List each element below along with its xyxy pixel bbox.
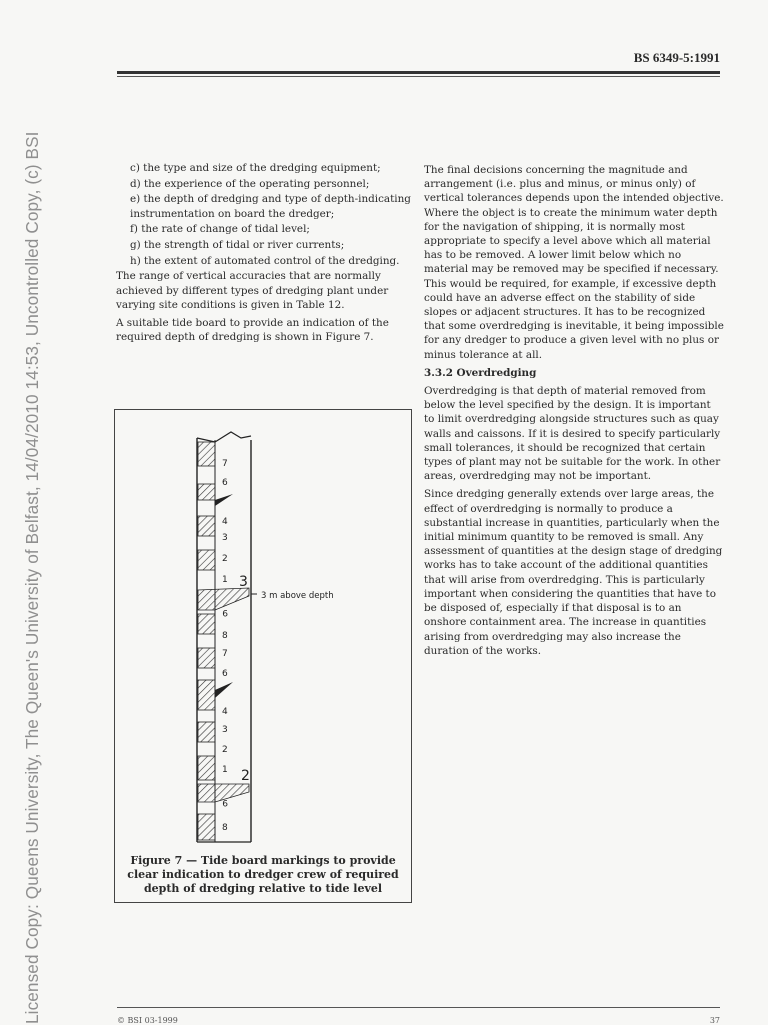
annotation-3m: 3 m above depth	[261, 591, 334, 601]
tide-board-diagram	[115, 410, 411, 850]
board-top-break	[197, 432, 251, 442]
list-item: c) the type and size of the dredging equipment;	[130, 162, 381, 174]
digit-label: 4	[222, 517, 228, 527]
header-rule-thin	[117, 76, 720, 77]
footer-copyright: © BSI 03-1999	[117, 1016, 178, 1025]
list-item: g) the strength of tidal or river currents;	[130, 239, 345, 252]
digit-label: 3	[222, 533, 228, 543]
digit-label: 2	[222, 745, 228, 755]
list-item: e) the depth of dredging and type of depth-indicating instrumentation on board the dredger;	[130, 193, 411, 220]
digit-label: 1	[222, 575, 228, 585]
list-item: h) the extent of automated control of the dredging.	[130, 254, 400, 267]
document-code: BS 6349-5:1991	[633, 50, 720, 65]
right-column	[424, 163, 724, 662]
digit-label: 1	[222, 765, 228, 775]
paragraph: The final decisions concerning the magnitude and arrangement (i.e. plus and minus, or minus only) of vertical tolerances depends upon the intended objective. Where the object is to create the minimum water depth for the navigation of shipping, it is normally most appropriate to specify a level above which all material has to be removed. A lower limit below which no material may be removed may be specified if necessary. This would be required, for example, if excessive depth could have an adverse effect on the stability of side slopes or adjacent structures. It has to be recognized that some overdredging is inevitable, it being impossible for any dredger to produce a given level with no plus or minus tolerance at all.	[424, 164, 724, 361]
level-number-3: 3	[239, 574, 248, 590]
digit-label: 3	[222, 725, 228, 735]
digit-label: 2	[222, 554, 228, 564]
paragraph: Overdredging is that depth of material removed from below the level specified by the design. It is important to limit overdredging alongside structures such as quay walls and caissons. If it is desired to specify particularly small tolerances, it should be recognized that certain types of plant may not be suitable for the work. In other areas, overdredging may not be important.	[424, 385, 721, 483]
watermark-text: Licensed Copy: Queens University, The Queen's University of Belfast, 14/04/2010 14:53, Uncontrolled Copy, (c) BSI	[22, 131, 42, 1024]
list-item: d) the experience of the operating personnel;	[130, 177, 370, 190]
digit-label: 6	[222, 669, 228, 679]
level-number-2: 2	[241, 768, 250, 784]
figure-7	[114, 409, 412, 903]
factor-list	[116, 161, 412, 268]
digit-label: 9	[222, 607, 228, 617]
digit-label: 7	[222, 649, 228, 659]
digit-label: 8	[222, 823, 228, 833]
digit-label: 4	[222, 707, 228, 717]
figure-caption: Figure 7 — Tide board markings to provide clear indication to dredger crew of required depth of dredging relative to tide level	[127, 854, 399, 895]
digit-label: 7	[222, 459, 228, 469]
list-item: f) the rate of change of tidal level;	[130, 223, 310, 236]
paragraph: A suitable tide board to provide an indication of the required depth of dredging is shown in Figure 7.	[116, 317, 389, 344]
copyright-watermark	[0, 0, 44, 1024]
digit-label: 8	[222, 631, 228, 641]
left-column	[116, 161, 412, 348]
footer-rule	[117, 1007, 720, 1008]
page-number: 37	[709, 1016, 720, 1025]
header-rule	[117, 71, 720, 74]
section-heading: 3.3.2 Overdredging	[424, 366, 537, 379]
digit-label: 9	[222, 797, 228, 807]
level-band-3m	[198, 588, 249, 610]
paragraph: The range of vertical accuracies that are normally achieved by different types of dredging plant under varying site conditions is given in Table 12.	[116, 270, 389, 311]
paragraph: Since dredging generally extends over large areas, the effect of overdredging is normally to produce a substantial increase in quantities, particularly when the initial minimum quantity to be removed is small. Any assessment of quantities at the design stage of dredging works has to take account of the additional quantities that will arise from overdredging. This is particularly important when considering the quantities that have to be disposed of, especially if that disposal is to an onshore containment area. The increase in quantities arising from overdredging may also increase the duration of the works.	[424, 488, 723, 657]
digit-label: 6	[222, 478, 228, 488]
